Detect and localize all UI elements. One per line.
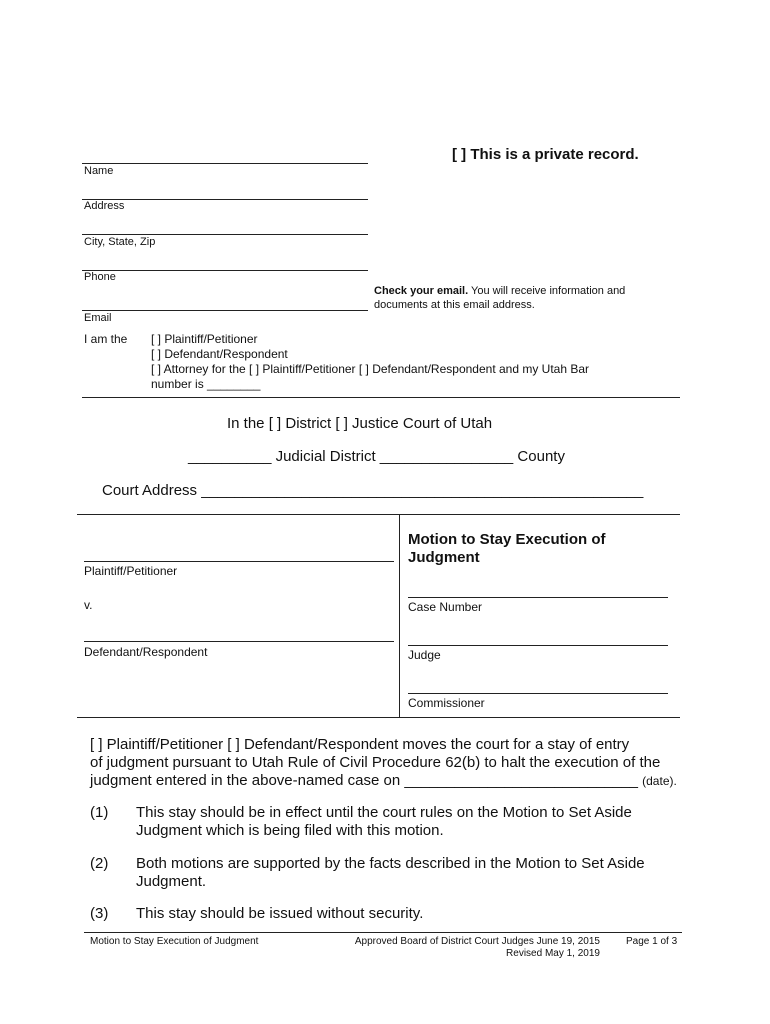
phone-label: Phone	[84, 271, 116, 283]
phone-line[interactable]	[82, 270, 368, 271]
item-2-number: (2)	[90, 855, 109, 872]
motion-line1[interactable]: [ ] Plaintiff/Petitioner [ ] Defendant/Respondent moves the court for a stay of entry	[90, 736, 630, 753]
motion-paragraph	[90, 736, 677, 790]
judge-line[interactable]	[408, 645, 668, 646]
plaintiff-label: Plaintiff/Petitioner	[84, 564, 178, 578]
plaintiff-line[interactable]	[84, 561, 394, 562]
court-type-line[interactable]: In the [ ] District [ ] Justice Court of Utah	[227, 415, 493, 432]
city-label: City, State, Zip	[84, 236, 156, 248]
document-title	[408, 531, 606, 567]
name-label: Name	[84, 165, 114, 177]
footer-revised: Revised May 1, 2019	[506, 948, 600, 959]
commissioner-line[interactable]	[408, 693, 668, 694]
versus-label: v.	[84, 598, 93, 612]
item-1-line1: This stay should be in effect until the court rules on the Motion to Set Aside	[136, 804, 632, 821]
option-attorney[interactable]: [ ] Attorney for the [ ] Plaintiff/Petitioner [ ] Defendant/Respondent and my Utah Bar	[151, 362, 590, 376]
name-line[interactable]	[82, 163, 368, 164]
date-label: (date).	[642, 774, 677, 788]
item-3-number: (3)	[90, 905, 109, 922]
option-bar-number[interactable]: number is ________	[151, 377, 261, 391]
address-label: Address	[84, 200, 125, 212]
defendant-label: Defendant/Respondent	[84, 645, 208, 659]
title-line2: Judgment	[408, 549, 480, 566]
item-3-text: This stay should be issued without security.	[136, 905, 424, 922]
case-number-line[interactable]	[408, 597, 668, 598]
item-2-line2: Judgment.	[136, 873, 207, 890]
page-number: Page 1 of 3	[626, 936, 678, 947]
item-2-text	[136, 855, 645, 891]
email-line[interactable]	[82, 310, 368, 311]
private-record-checkbox-label[interactable]: [ ] This is a private record.	[452, 146, 639, 163]
footer-rule	[84, 932, 682, 933]
motion-line2: of judgment pursuant to Utah Rule of Civil Procedure 62(b) to halt the execution of the	[90, 754, 661, 771]
caption-bottom-border	[77, 717, 680, 718]
title-line1: Motion to Stay Execution of	[408, 531, 606, 548]
party-lead: I am the	[84, 332, 128, 346]
address-line[interactable]	[82, 199, 368, 200]
email-note-rest: You will receive information and	[468, 285, 626, 297]
option-plaintiff[interactable]: [ ] Plaintiff/Petitioner	[151, 332, 258, 346]
item-1-text	[136, 804, 632, 840]
commissioner-label: Commissioner	[408, 696, 485, 710]
court-district-line[interactable]: __________ Judicial District ________________ County	[188, 448, 565, 465]
option-defendant[interactable]: [ ] Defendant/Respondent	[151, 347, 288, 361]
email-label: Email	[84, 312, 112, 324]
item-1-line2: Judgment which is being filed with this motion.	[136, 822, 444, 839]
case-number-label: Case Number	[408, 600, 483, 614]
court-address-line[interactable]: Court Address _____________________________________________________	[102, 482, 644, 499]
motion-line3[interactable]: judgment entered in the above-named case on ____________________________	[90, 772, 638, 789]
judge-label: Judge	[408, 648, 441, 662]
section-divider	[82, 397, 680, 398]
email-note	[374, 284, 625, 312]
city-line[interactable]	[82, 234, 368, 235]
footer-approval	[353, 936, 600, 960]
email-note-bold: Check your email.	[374, 285, 469, 297]
footer-title: Motion to Stay Execution of Judgment	[90, 936, 259, 947]
caption-top-border	[77, 514, 680, 515]
email-note-line2: documents at this email address.	[374, 299, 535, 311]
item-2-line1: Both motions are supported by the facts described in the Motion to Set Aside	[136, 855, 645, 872]
footer-approved: Approved Board of District Court Judges June 19, 2015	[354, 936, 600, 947]
caption-divider	[399, 514, 400, 717]
party-options	[151, 332, 589, 392]
item-1-number: (1)	[90, 804, 109, 821]
defendant-line[interactable]	[84, 641, 394, 642]
